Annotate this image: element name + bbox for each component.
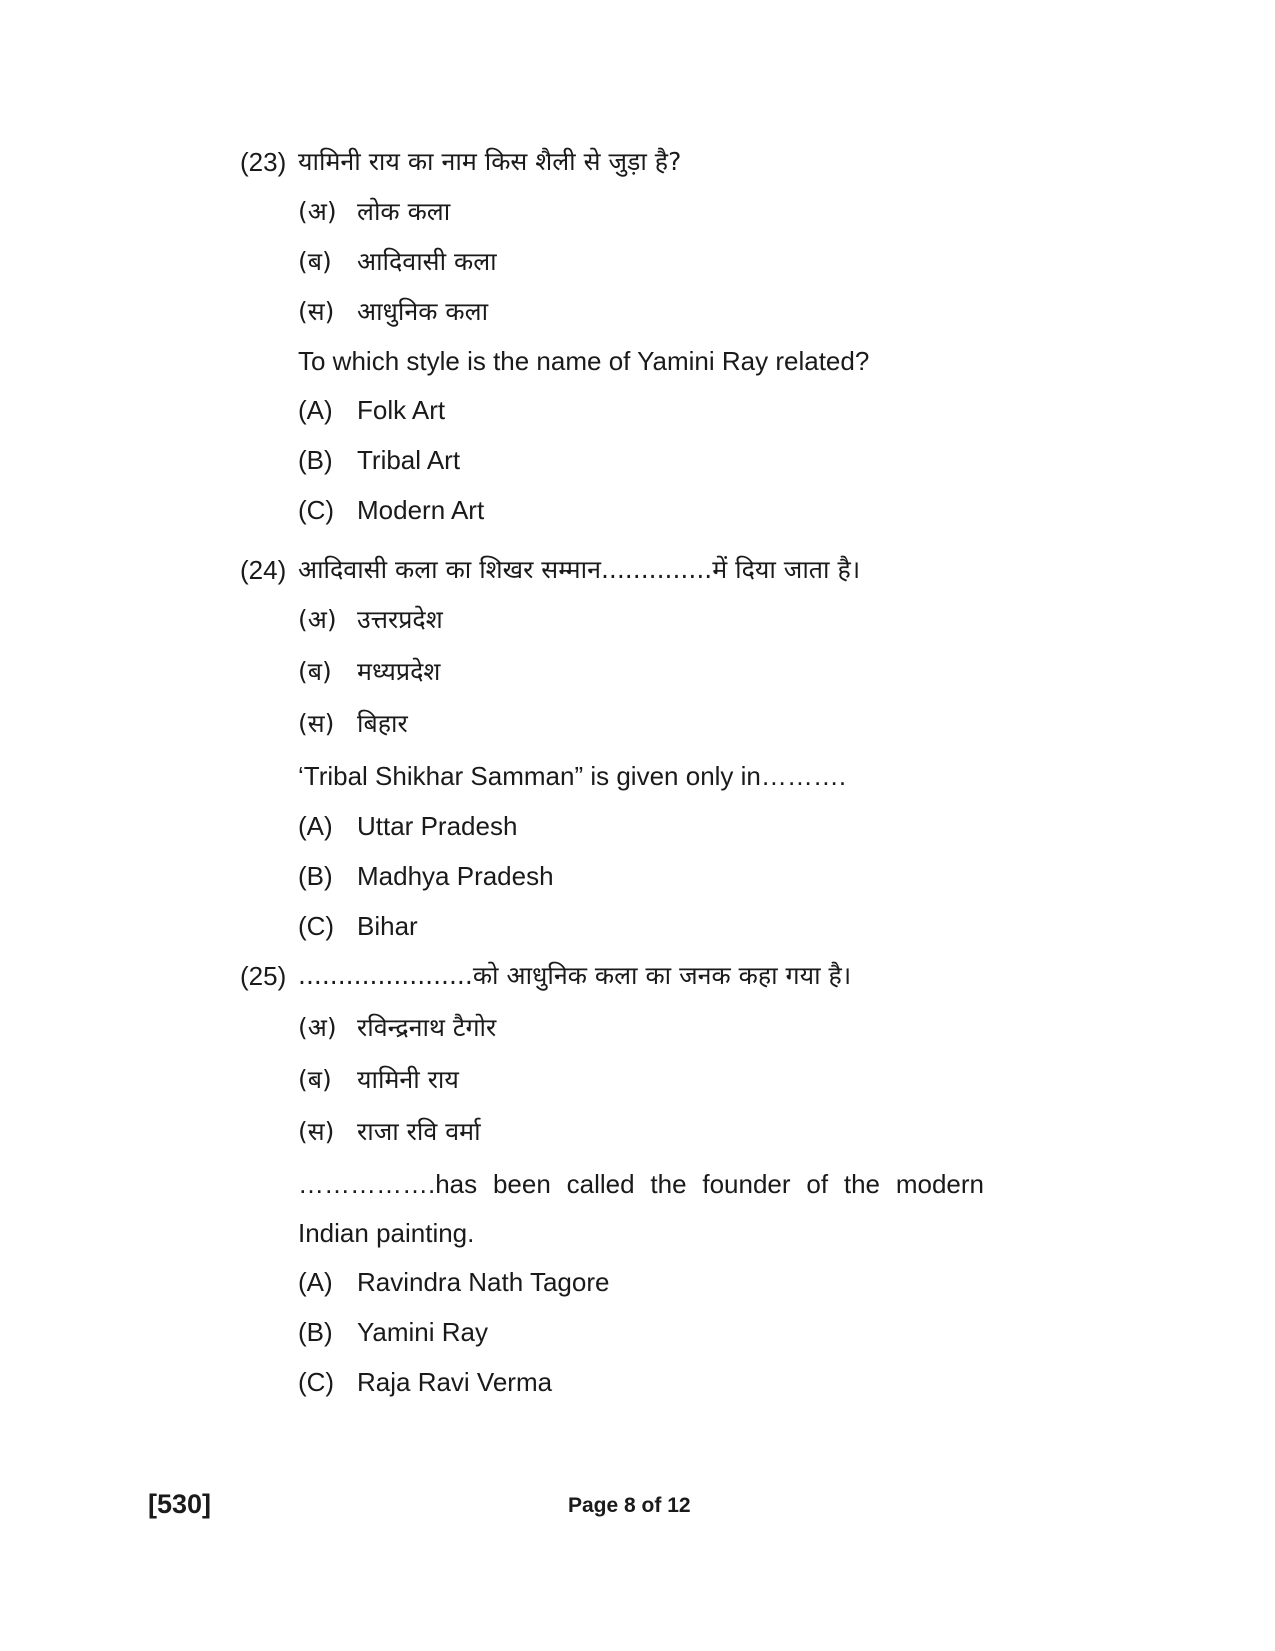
english-option-label: (B) (298, 445, 333, 475)
english-option-text: Modern Art (357, 495, 485, 525)
english-option-label: (A) (298, 395, 333, 425)
hindi-option-text: लोक कला (357, 197, 451, 226)
question-number: (25) (240, 961, 287, 991)
hindi-question-text: ......................को आधुनिक कला का जनक कहा गया है। (298, 961, 852, 990)
english-option-text: Ravindra Nath Tagore (357, 1267, 610, 1297)
english-question-text-line1: …………….has been called the founder of the modern (298, 1169, 984, 1199)
english-option-label: (B) (298, 861, 333, 891)
hindi-option-text: उत्तरप्रदेश (357, 605, 443, 634)
english-option-text: Bihar (357, 911, 418, 941)
english-option-text: Folk Art (357, 395, 446, 425)
hindi-option-label: (स) (298, 709, 335, 738)
english-option-text: Raja Ravi Verma (357, 1367, 553, 1397)
paper-code: [530] (148, 1489, 212, 1519)
english-option-label: (C) (298, 911, 335, 941)
hindi-option-label: (अ) (298, 605, 337, 634)
hindi-option-label: (अ) (298, 197, 337, 226)
hindi-option-text: रविन्द्रनाथ टैगोर (357, 1013, 497, 1042)
hindi-option-text: यामिनी राय (357, 1065, 459, 1094)
english-option-text: Uttar Pradesh (357, 811, 518, 841)
question-number: (23) (240, 147, 287, 177)
hindi-option-text: बिहार (357, 709, 408, 738)
english-option-label: (A) (298, 1267, 333, 1297)
hindi-option-text: आदिवासी कला (357, 247, 497, 276)
hindi-question-text: यामिनी राय का नाम किस शैली से जुड़ा है? (298, 147, 682, 176)
page-number: Page 8 of 12 (568, 1494, 691, 1517)
hindi-option-text: राजा रवि वर्मा (357, 1117, 481, 1146)
english-option-label: (A) (298, 811, 333, 841)
english-option-text: Tribal Art (357, 445, 461, 475)
english-option-text: Yamini Ray (357, 1317, 489, 1347)
hindi-option-text: मध्यप्रदेश (357, 657, 441, 686)
hindi-option-label: (ब) (298, 657, 332, 686)
hindi-option-label: (ब) (298, 1065, 332, 1094)
english-option-text: Madhya Pradesh (357, 861, 554, 891)
english-question-text: To which style is the name of Yamini Ray related? (298, 346, 870, 376)
english-option-label: (C) (298, 1367, 335, 1397)
english-question-text-line2: Indian painting. (298, 1218, 475, 1248)
hindi-question-text: आदिवासी कला का शिखर सम्मान..............में दिया जाता है। (298, 555, 861, 584)
english-option-label: (B) (298, 1317, 333, 1347)
hindi-option-label: (स) (298, 1117, 335, 1146)
english-option-label: (C) (298, 495, 335, 525)
hindi-option-label: (ब) (298, 247, 332, 276)
hindi-option-label: (अ) (298, 1013, 337, 1042)
english-question-text: ‘Tribal Shikhar Samman” is given only in………. (298, 761, 847, 791)
question-number: (24) (240, 555, 287, 585)
hindi-option-text: आधुनिक कला (357, 297, 489, 326)
hindi-option-label: (स) (298, 297, 335, 326)
